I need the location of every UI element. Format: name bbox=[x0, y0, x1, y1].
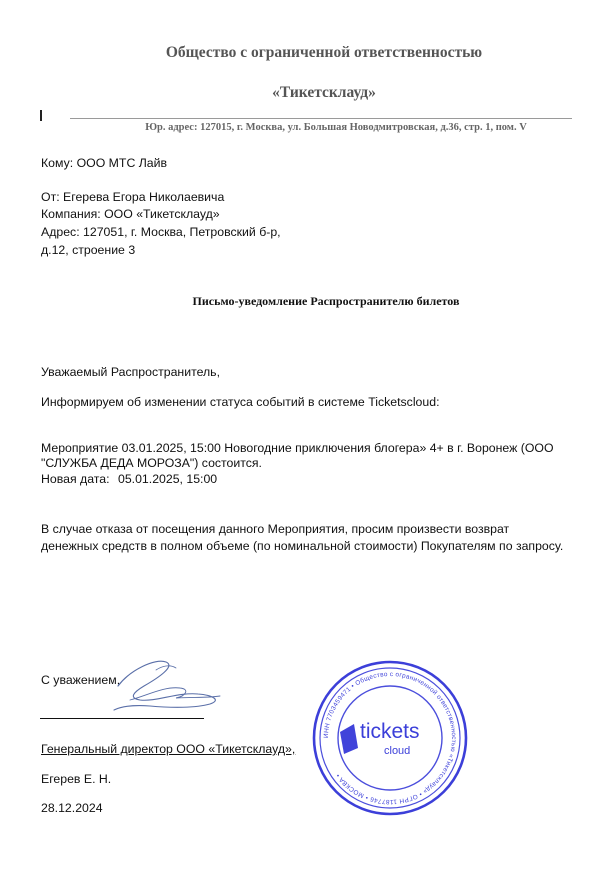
company-stamp bbox=[310, 658, 470, 818]
recipient-line: Кому: ООО МТС Лайв bbox=[41, 156, 168, 170]
signature-line bbox=[40, 718, 204, 719]
letter-subject: Письмо-уведомление Распространителю билетов bbox=[192, 294, 460, 308]
event-line2: "СЛУЖБА ДЕДА МОРОЗА") состоится. bbox=[41, 456, 262, 470]
sender-from: От: Егерева Егора Николаевича bbox=[41, 190, 225, 204]
sender-address-line1: Адрес: 127051, г. Москва, Петровский б-р, bbox=[41, 225, 281, 239]
handwritten-signature bbox=[100, 656, 230, 716]
signer-name: Егерев Е. Н. bbox=[41, 772, 112, 786]
text-cursor-mark bbox=[40, 110, 42, 121]
company-title-line1: Общество с ограниченной ответственностью bbox=[165, 44, 483, 61]
event-line1: Мероприятие 03.01.2025, 15:00 Новогодние приключения блогера» 4+ в г. Воронеж (ООО bbox=[41, 441, 554, 455]
legal-address: Юр. адрес: 127015, г. Москва, ул. Большая Новодмитровская, д.36, стр. 1, пом. V bbox=[145, 122, 527, 133]
new-date-value: 05.01.2025, 15:00 bbox=[118, 472, 218, 486]
stamp-logo-tickets: tickets bbox=[360, 720, 420, 743]
new-date-label: Новая дата: bbox=[41, 472, 110, 486]
sender-company: Компания: ООО «Тикетсклауд» bbox=[41, 207, 220, 221]
closing-regards: С уважением, bbox=[41, 673, 121, 687]
intro-text: Информируем об изменении статуса событий в системе Ticketscloud: bbox=[41, 395, 440, 409]
stamp-ring-text: ИНН 7703459471 • Общество с ограниченной ответственностью «Тикетсклауд» • ОГРН 1187746 • МОСКВА • bbox=[322, 670, 458, 806]
letter-date: 28.12.2024 bbox=[41, 801, 103, 815]
greeting: Уважаемый Распространитель, bbox=[41, 365, 220, 379]
refund-line2: денежных средств в полном объеме (по номинальной стоимости) Покупателям по запросу. bbox=[41, 539, 564, 553]
header-divider bbox=[70, 118, 572, 119]
signer-position: Генеральный директор ООО «Тикетсклауд», bbox=[41, 742, 296, 756]
sender-address-line2: д.12, строение 3 bbox=[41, 243, 136, 257]
refund-line1: В случае отказа от посещения данного Мероприятия, просим произвести возврат bbox=[41, 522, 510, 536]
stamp-logo-cloud: cloud bbox=[384, 745, 411, 757]
company-title-line2: «Тикетсклауд» bbox=[272, 84, 376, 101]
stamp-logo-mark bbox=[340, 724, 358, 754]
